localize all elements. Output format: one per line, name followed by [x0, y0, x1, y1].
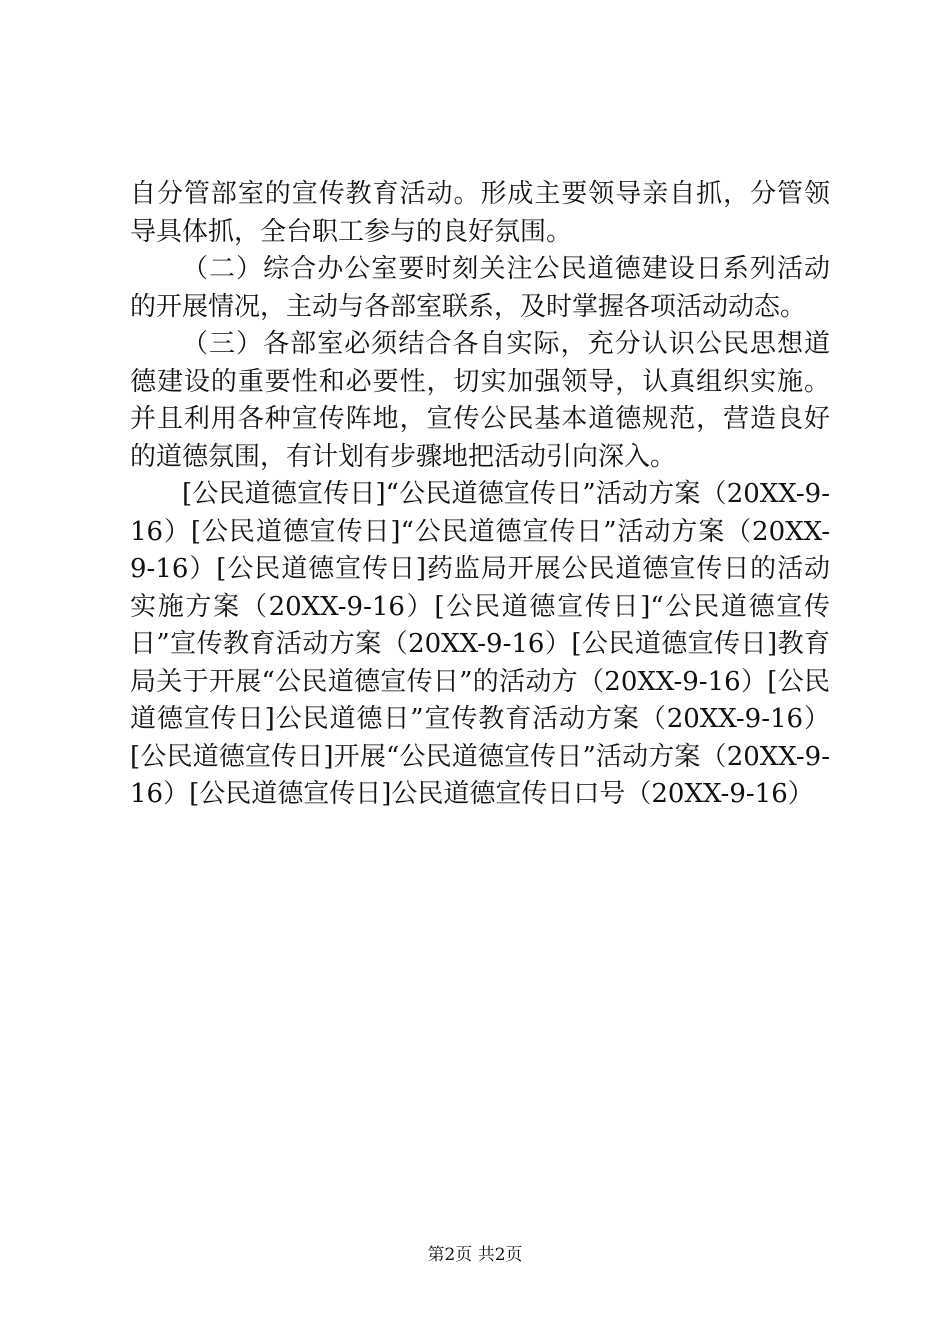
- document-body: [130, 176, 830, 814]
- paragraph-continuation: 自分管部室的宣传教育活动。形成主要领导亲自抓，分管领导具体抓，全台职工参与的良好氛围。: [130, 179, 830, 247]
- paragraph-item-two: （二）综合办公室要时刻关注公民道德建设日系列活动的开展情况，主动与各部室联系，及时掌握各项活动动态。: [130, 254, 830, 322]
- page-number: 第2页 共2页: [427, 1245, 523, 1265]
- page-footer: [0, 1244, 950, 1266]
- paragraph-item-three: （三）各部室必须结合各自实际，充分认识公民思想道德建设的重要性和必要性，切实加强领导，认真组织实施。并且利用各种宣传阵地，宣传公民基本道德规范，营造良好的道德氛围，有计划有步骤地把活动引向深入。: [130, 329, 830, 472]
- paragraph-related-links: [公民道德宣传日]“公民道德宣传日”活动方案（20XX-9-16）[公民道德宣传日]“公民道德宣传日”活动方案（20XX-9-16）[公民道德宣传日]药监局开展公民道德宣传日的活动实施方案（20XX-9-16）[公民道德宣传日]“公民道德宣传日”宣传教育活动方案（20XX-9-16）[公民道德宣传日]教育局关于开展“公民道德宣传日”的活动方（20XX-9-16）[公民道德宣传日]公民道德日”宣传教育活动方案（20XX-9-16）[公民道德宣传日]开展“公民道德宣传日”活动方案（20XX-9-16）[公民道德宣传日]公民道德宣传日口号（20XX-9-16）: [130, 479, 830, 809]
